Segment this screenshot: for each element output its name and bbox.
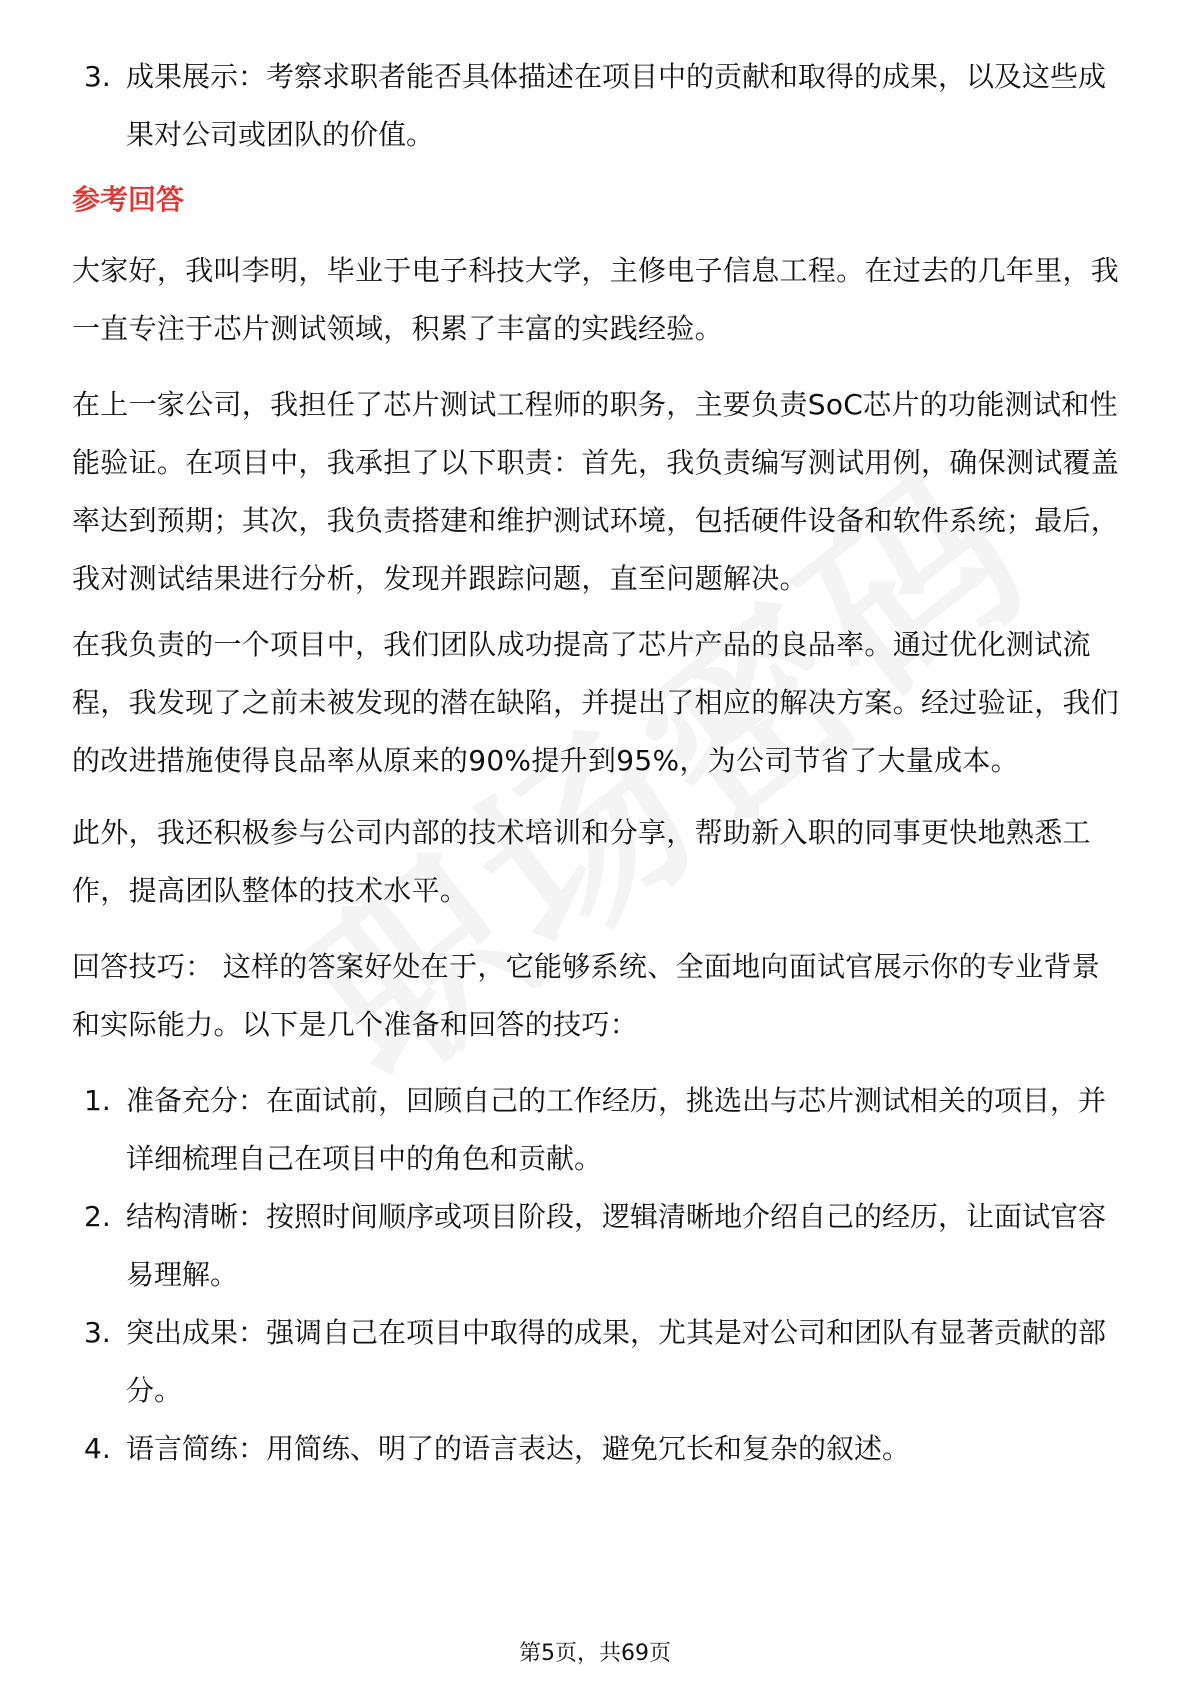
answer-tips-intro: 回答技巧： 这样的答案好处在于，它能够系统、全面地向面试官展示你的专业背景和实际能力。以下是几个准备和回答的技巧： xyxy=(72,950,1101,1041)
page-number: 第5页，共69页 xyxy=(519,1641,671,1666)
answer-paragraph-1: 大家好，我叫李明，毕业于电子科技大学，主修电子信息工程。在过去的几年里，我一直专注于芯片测试领域，积累了丰富的实践经验。 xyxy=(72,254,1120,345)
list-text: 突出成果：强调自己在项目中取得的成果，尤其是对公司和团队有显著贡献的部分。 xyxy=(126,1316,1107,1407)
list-number: 3. xyxy=(84,1316,111,1349)
tip-item-1 xyxy=(72,1072,1122,1188)
tip-item-3 xyxy=(72,1304,1122,1420)
answer-paragraph-2: 在上一家公司，我担任了芯片测试工程师的职务，主要负责SoC芯片的功能测试和性能验证。在项目中，我承担了以下职责：首先，我负责编写测试用例，确保测试覆盖率达到预期；其次，我负责搭建和维护测试环境，包括硬件设备和软件系统；最后，我对测试结果进行分析，发现并跟踪问题，直至问题解决。 xyxy=(72,388,1120,595)
tip-item-4 xyxy=(72,1420,1122,1478)
tip-item-2 xyxy=(72,1188,1122,1304)
answer-paragraph-3: 在我负责的一个项目中，我们团队成功提高了芯片产品的良品率。通过优化测试流程，我发现了之前未被发现的潜在缺陷，并提出了相应的解决方案。经过验证，我们的改进措施使得良品率从原来的90%提升到95%，为公司节省了大量成本。 xyxy=(72,628,1120,777)
list-number: 2. xyxy=(84,1200,111,1233)
list-text: 准备充分：在面试前，回顾自己的工作经历，挑选出与芯片测试相关的项目，并详细梳理自己在项目中的角色和贡献。 xyxy=(126,1084,1107,1175)
list-number: 1. xyxy=(84,1084,111,1117)
answer-paragraph-4: 此外，我还积极参与公司内部的技术培训和分享，帮助新入职的同事更快地熟悉工作，提高团队整体的技术水平。 xyxy=(72,816,1091,907)
list-number: 4. xyxy=(84,1432,111,1465)
list-text: 成果展示：考察求职者能否具体描述在项目中的贡献和取得的成果，以及这些成果对公司或团队的价值。 xyxy=(126,60,1107,151)
list-number: 3. xyxy=(84,60,111,93)
section-heading: 参考回答 xyxy=(72,183,185,216)
list-text: 语言简练：用简练、明了的语言表达，避免冗长和复杂的叙述。 xyxy=(126,1432,911,1465)
criteria-item-3 xyxy=(72,48,1122,164)
list-text: 结构清晰：按照时间顺序或项目阶段，逻辑清晰地介绍自己的经历，让面试官容易理解。 xyxy=(126,1200,1107,1291)
